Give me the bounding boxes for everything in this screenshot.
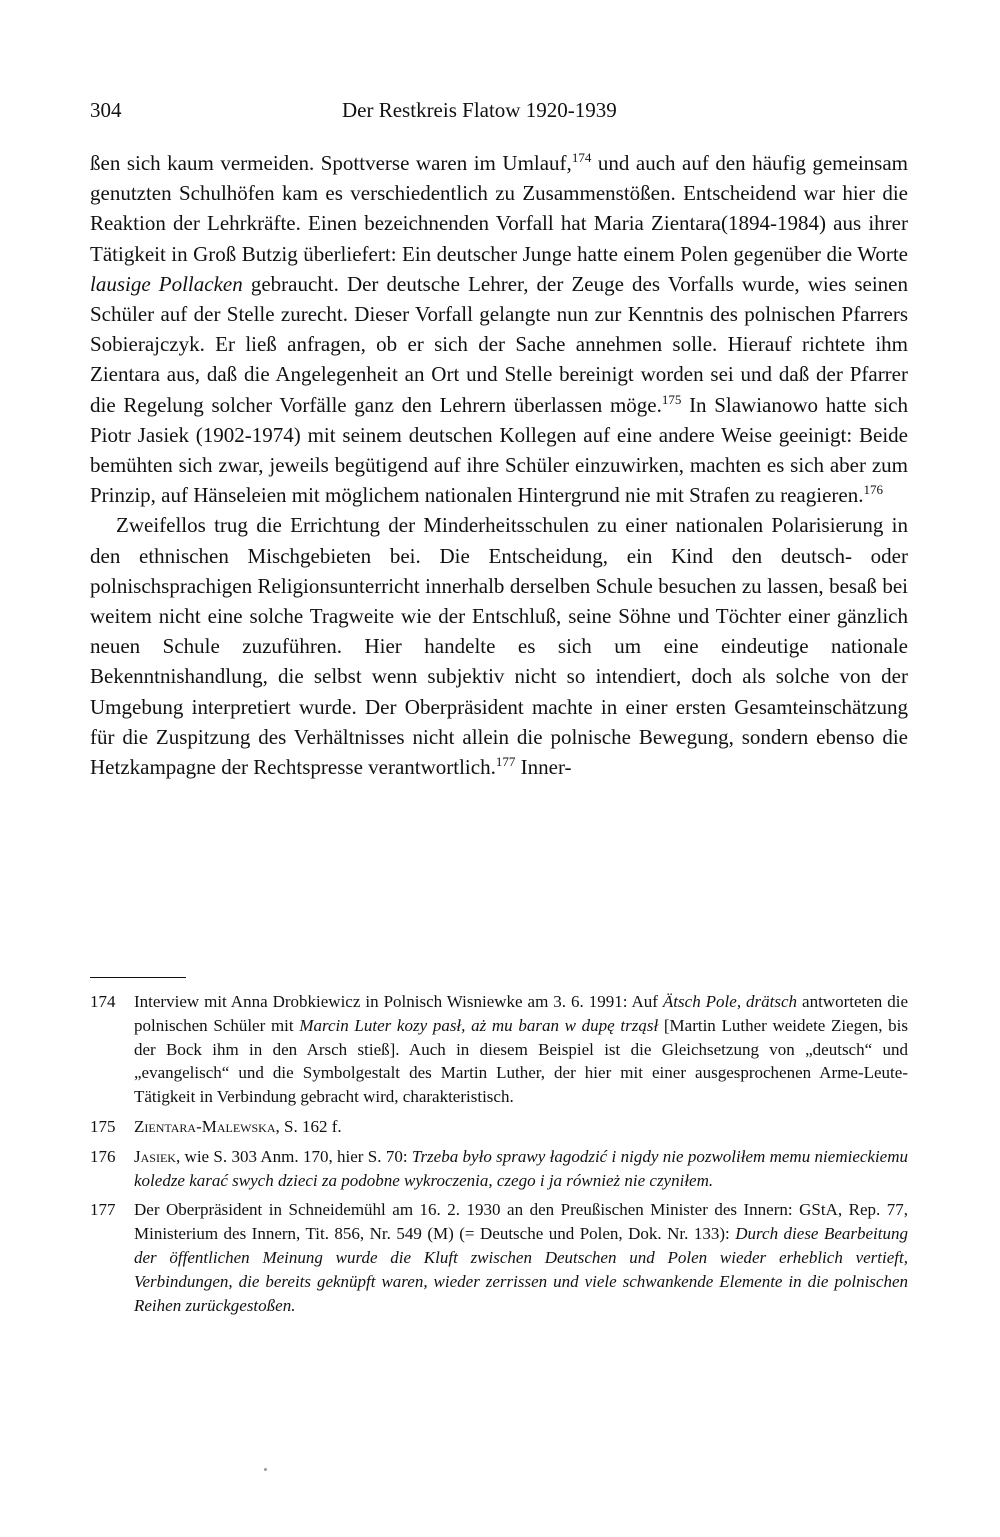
italic-phrase: Marcin Luter kozy pasł, aż mu baran w dupę trząsł xyxy=(299,1015,659,1035)
footnote-text xyxy=(134,990,908,1109)
footnote-number: 176 xyxy=(90,1146,116,1166)
text-run: , wie S. 303 Anm. 170, hier S. 70: xyxy=(175,1146,412,1166)
author-name: Zientara-Malewska xyxy=(134,1116,276,1136)
paragraph-1 xyxy=(90,148,908,510)
footnote-177 xyxy=(90,1198,908,1317)
footnotes xyxy=(90,990,908,1323)
author-name: Jasiek xyxy=(134,1146,176,1166)
footnote-174 xyxy=(90,990,908,1109)
text-run: gebraucht. Der deutsche Lehrer, der Zeuge des Vorfalls wurde, wies seinen Schüler auf der Stelle zurecht. Dieser Vorfall gelangte nun zur Kenntnis des polnischen Pfarrers Sobierajczyk. Er ließ anfragen, ob er sich der Sache annehmen solle. Hierauf richtete ihm Zientara aus, daß die Angelegenheit an Ort und Stelle bereinigt worden sei und daß der Pfarrer die Regelung solcher Vorfälle ganz den Lehrern überlassen möge. xyxy=(90,271,908,417)
footnote-176 xyxy=(90,1145,908,1193)
text-run: und auch auf den häufig gemeinsam genutzten Schulhöfen kam es verschiedentlich zu Zusammenstößen. Entscheidend war hier die Reaktion der Lehrkräfte. Einen bezeichnenden Vorfall hat Maria Zientara(1894-1984) aus ihrer Tätigkeit in Groß Butzig überliefert: Ein deutscher Junge hatte einem Polen gegenüber die Worte xyxy=(90,151,908,266)
text-run: Zweifellos trug die Errichtung der Minderheitsschulen zu einer nationalen Polarisierung in den ethnischen Mischgebieten bei. Die Entscheidung, ein Kind den deutsch- oder polnischsprachigen Religionsunterricht innerhalb derselben Schule besuchen zu lassen, besaß bei weitem nicht eine solche Tragweite wie der Entschluß, seine Söhne und Töchter einer gänzlich neuen Schule zuzuführen. Hier handelte es sich um eine eindeutige nationale Bekenntnishandlung, die selbst wenn subjektiv nicht so intendiert, doch als solche von der Umgebung interpretiert wurde. Der Oberpräsident machte in einer ersten Gesamteinschätzung für die Zuspitzung des Verhältnisses nicht allein die polnische Bewegung, sondern ebenso die Hetzkampagne der Rechtspresse verantwortlich. xyxy=(90,513,908,780)
footnote-ref-175: 175 xyxy=(661,391,682,407)
footnote-number: 174 xyxy=(90,992,116,1011)
footnote-text xyxy=(134,1115,908,1139)
text-run: Der Oberpräsident in Schneidemühl am 16. 2. 1930 an den Preußischen Minister des Innern: GStA, Rep. 77, Ministerium des Innern, Tit. 856, Nr. 549 (M) (= Deutsche und Polen, Dok. Nr. 133): xyxy=(134,1200,908,1244)
page-number: 304 xyxy=(90,98,122,122)
scan-speck xyxy=(264,1468,267,1471)
footnote-ref-177: 177 xyxy=(495,754,516,770)
footnote-text xyxy=(134,1145,908,1193)
text-run: , S. 162 f. xyxy=(275,1116,342,1136)
paragraph-2 xyxy=(90,510,908,782)
text-run: In Slawianowo hatte sich Piotr Jasiek (1902-1974) mit seinem deutschen Kollegen auf eine andere Weise geeinigt: Beide bemühten sich zwar, jeweils begütigend auf ihre Schüler einzuwirken, machten es sich aber zum Prinzip, auf Hänseleien mit möglichem nationalen Hintergrund nie mit Strafen zu reagieren. xyxy=(90,392,908,508)
italic-phrase: Trzeba było sprawy łagodzić i nigdy nie pozwoliłem memu niemieckiemu koledze karać swych dzieci za podobne wykroczenia, czego i ja również nie czyniłem. xyxy=(134,1146,909,1190)
text-run: Inner- xyxy=(515,755,572,780)
text-run: [Martin Luther weidete Ziegen, bis der Bock ihm in den Arsch stieß]. Auch in diesem Beispiel ist die Gleichsetzung von „deutsch“ und „evangelisch“ und die Symbolgestalt des Martin Luther, der hier mit einer ausgesprochenen Arme-Leute-Tätigkeit in Verbindung gebracht wird, charakteristisch. xyxy=(134,1015,908,1107)
footnote-ref-176: 176 xyxy=(863,482,883,498)
text-run: Interview mit Anna Drobkiewicz in Polnisch Wisniewke am 3. 6. 1991: Auf xyxy=(134,992,663,1011)
italic-phrase: Durch diese Bearbeitung der öffentlichen Meinung wurde die Kluft zwischen Deutschen und Polen wieder erheblich vertieft, Verbindungen, die bereits geknüpft waren, wieder zerrissen und viele schwankende Elemente in die polnischen Reihen zurückgestoßen. xyxy=(134,1224,908,1315)
running-title: Der Restkreis Flatow 1920-1939 xyxy=(342,98,617,122)
main-text xyxy=(90,148,908,782)
italic-phrase: lausige Pollacken xyxy=(90,271,243,296)
footnote-number: 175 xyxy=(90,1116,116,1136)
footnote-175 xyxy=(90,1115,908,1139)
italic-phrase: Ätsch Pole, drätsch xyxy=(662,992,798,1011)
text-run: ßen sich kaum vermeiden. Spottverse waren im Umlauf, xyxy=(90,151,572,175)
footnote-ref-174: 174 xyxy=(571,150,592,166)
running-head xyxy=(90,98,910,128)
footnote-text xyxy=(134,1198,908,1317)
text-run: antworteten die polnischen Schüler mit xyxy=(134,992,909,1035)
footnote-number: 177 xyxy=(90,1200,116,1220)
footnote-separator xyxy=(90,977,186,978)
